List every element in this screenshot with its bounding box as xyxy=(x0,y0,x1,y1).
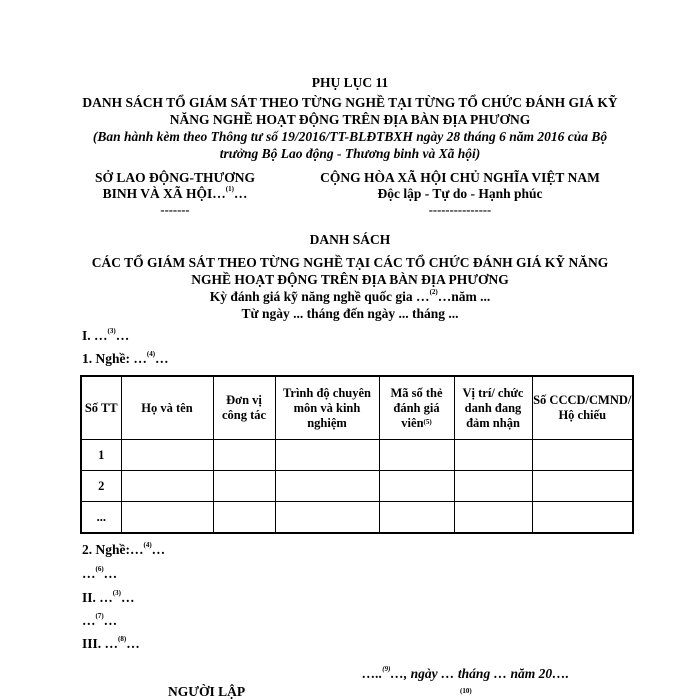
issuance-note-line-1: (Ban hành kèm theo Thông tư số 19/2016/TT-BLĐTBXH ngày 28 tháng 6 năm 2016 của Bộ xyxy=(92,129,608,144)
row-number: 1 xyxy=(81,440,121,471)
assessment-period: Kỳ đánh giá kỹ năng nghề quốc gia …$^{(2)}$…năm ... xyxy=(209,288,491,304)
national-motto: Độc lập - Tự do - Hạnh phúc xyxy=(377,186,543,201)
signer-title: NGƯỜI LẬP xyxy=(168,684,246,699)
section-ii: II. …$^{(3)}$… xyxy=(82,589,135,605)
cell-level xyxy=(275,502,379,534)
continuation-6: …$^{(6)}$… xyxy=(82,565,118,581)
header-card: Mã số thẻ đánh giá viên$^{(5)}$ xyxy=(379,376,454,440)
header-unit: Đơn vị công tác xyxy=(213,376,275,440)
cell-id xyxy=(532,471,633,502)
place-date-line: …..$^{(9)}$…, ngày … tháng … năm 20…. xyxy=(362,665,569,681)
row-number: 2 xyxy=(81,471,121,502)
cell-level xyxy=(275,471,379,502)
header-stt: Số TT xyxy=(81,376,121,440)
cell-name xyxy=(121,440,213,471)
list-title-line-1: CÁC TỔ GIÁM SÁT THEO TỪNG NGHỀ TẠI CÁC TỔ CHỨC ĐÁNH GIÁ KỸ NĂNG xyxy=(91,255,609,270)
cell-name xyxy=(121,471,213,502)
cell-position xyxy=(454,502,532,534)
document-title-line-2: NĂNG NGHỀ HOẠT ĐỘNG TRÊN ĐỊA BÀN ĐỊA PHƯƠNG xyxy=(169,112,531,127)
cell-name xyxy=(121,502,213,534)
job-2-label: 2. Nghề:…$^{(4)}$… xyxy=(82,541,166,557)
cell-card xyxy=(379,471,454,502)
agency-name-line-2: BINH VÀ XÃ HỘI…$^{(1)}$… xyxy=(102,185,248,201)
agency-divider: ------- xyxy=(160,203,190,217)
cell-card xyxy=(379,502,454,534)
cell-position xyxy=(454,471,532,502)
row-number: ... xyxy=(81,502,121,534)
cell-unit xyxy=(213,502,275,534)
cell-level xyxy=(275,440,379,471)
appendix-title: PHỤ LỤC 11 xyxy=(311,75,389,90)
continuation-7: …$^{(7)}$… xyxy=(82,612,118,628)
table-header-row xyxy=(81,376,633,440)
cell-unit xyxy=(213,471,275,502)
table-row xyxy=(81,502,633,534)
footnote-10-marker: (10) xyxy=(460,687,472,695)
table-row xyxy=(81,471,633,502)
header-name: Họ và tên xyxy=(121,376,213,440)
national-title: CỘNG HÒA XÃ HỘI CHỦ NGHĨA VIỆT NAM xyxy=(320,170,600,185)
list-heading: DANH SÁCH xyxy=(309,232,391,247)
section-iii: III. …$^{(8)}$… xyxy=(82,635,140,651)
header-id: Số CCCD/CMND/ Hộ chiếu xyxy=(532,376,633,440)
cell-position xyxy=(454,440,532,471)
issuance-note-line-2: trưởng Bộ Lao động - Thương binh và Xã hội) xyxy=(219,146,481,161)
cell-id xyxy=(532,440,633,471)
agency-name-line-1: SỞ LAO ĐỘNG-THƯƠNG xyxy=(94,170,255,185)
table-row xyxy=(81,440,633,471)
supervisor-table xyxy=(80,375,634,534)
cell-unit xyxy=(213,440,275,471)
national-divider: --------------- xyxy=(428,203,492,217)
section-i: I. …$^{(3)}$… xyxy=(82,327,130,343)
cell-id xyxy=(532,502,633,534)
header-level: Trình độ chuyên môn và kinh nghiệm xyxy=(275,376,379,440)
list-title-line-2: NGHỀ HOẠT ĐỘNG TRÊN ĐỊA BÀN ĐỊA PHƯƠNG xyxy=(191,272,509,287)
date-range: Từ ngày ... tháng đến ngày ... tháng ... xyxy=(241,306,459,321)
cell-card xyxy=(379,440,454,471)
header-position: Vị trí/ chức danh đang đảm nhận xyxy=(454,376,532,440)
document-title-line-1: DANH SÁCH TỔ GIÁM SÁT THEO TỪNG NGHỀ TẠI TỪNG TỔ CHỨC ĐÁNH GIÁ KỸ xyxy=(82,95,618,110)
job-1-label: 1. Nghề: …$^{(4)}$… xyxy=(82,350,169,366)
